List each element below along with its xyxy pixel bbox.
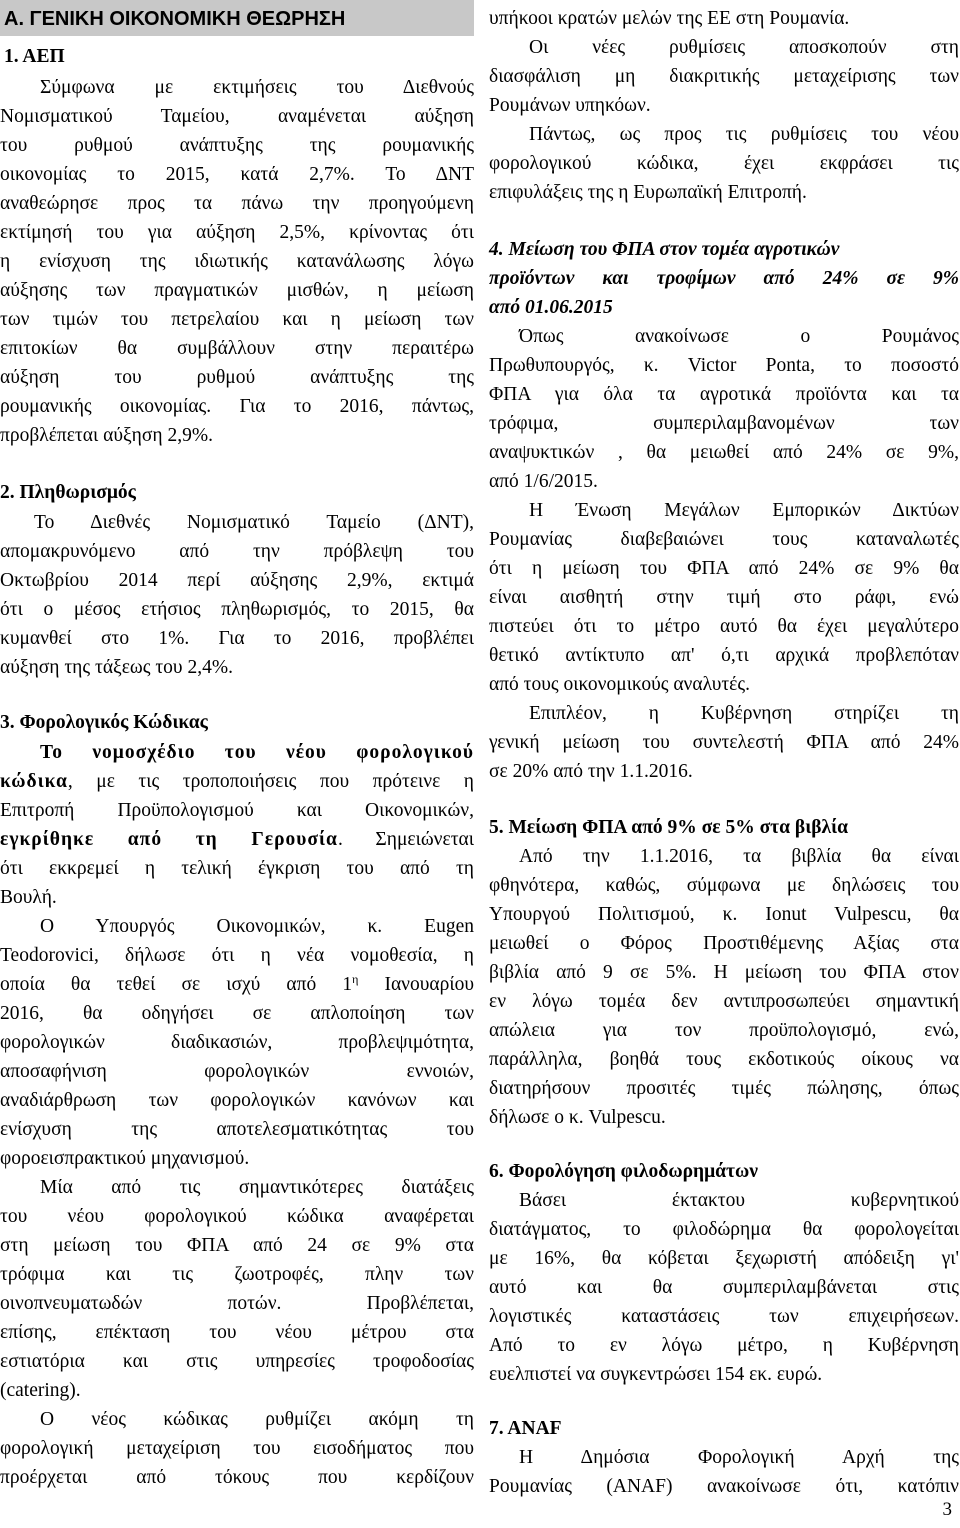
paragraph-line: αύξησης των πραγματικών μισθών, η μείωση [0, 280, 474, 301]
paragraph-line: προβλέπεται αύξηση 2,9%. [0, 425, 213, 446]
paragraph-line: Το Διεθνές Νομισματικό Ταμείο (ΔΝΤ), [34, 512, 474, 533]
paragraph-line: Βάσει έκτακτου κυβερνητικού [519, 1190, 959, 1211]
heading-vat-books: 5. Μείωση ΦΠΑ από 9% σε 5% στα βιβλία [489, 817, 849, 838]
paragraph-line: από τους οικονομικούς αναλυτές. [489, 674, 750, 695]
paragraph-line [0, 825, 474, 854]
paragraph-line: είναι αισθητή στην τιμή στο ράφι, ενώ [489, 587, 959, 608]
paragraph-line: Ο Υπουργός Οικονομικών, κ. Eugen [40, 916, 474, 937]
paragraph-line: Υπουργού Πολιτισμού, κ. Ionut Vulpescu, θα [489, 904, 959, 925]
heading-vat-agriculture: 4. Μείωση του ΦΠΑ στον τομέα αγροτικών [489, 239, 840, 260]
text: , με τις τροποποιήσεις που πρότεινε η [67, 771, 474, 792]
paragraph-line [0, 970, 474, 999]
paragraph-line: Teodorovici, δήλωσε ότι η νέα νομοθεσία, η [0, 945, 474, 966]
paragraph-line: Πρωθυπουργός, κ. Victor Ponta, το ποσοστό [489, 355, 959, 376]
paragraph-line: αύξηση της τάξεως του 2,4%. [0, 657, 233, 678]
paragraph-line: ενίσχυση της αποτελεσματικότητας του [0, 1119, 474, 1140]
heading-inflation: 2. Πληθωρισμός [0, 482, 136, 503]
paragraph-line: 2016, θα οδηγήσει σε απλοποίηση των [0, 1003, 474, 1024]
paragraph-line: φορολογικού κώδικα, έχει εκφράσει τις [489, 153, 959, 174]
page-number: 3 [942, 1499, 952, 1520]
paragraph-line: Όπως ανακοίνωσε ο Ρουμάνος [519, 326, 959, 347]
paragraph-line: ότι εκκρεμεί η τελική έγκριση του από τη [0, 858, 474, 879]
paragraph-line: απώλεια για τον προϋπολογισμό, ενώ, [489, 1020, 959, 1041]
text: . Σημειώνεται [337, 829, 474, 850]
paragraph-line: Από την 1.1.2016, τα βιβλία θα είναι [519, 846, 959, 867]
paragraph-line: αναθεώρησε προς τα πάνω την προηγούμενη [0, 193, 474, 214]
paragraph-line: παράλληλα, βοηθά τους εκδοτικούς οίκους να [489, 1049, 959, 1070]
paragraph-line: βιβλία από 9 σε 5%. Η μείωση του ΦΠΑ στον [489, 962, 959, 983]
paragraph-line: εστιατόρια και στις υπηρεσίες τροφοδοσίας [0, 1351, 474, 1372]
paragraph-line: απομακρυνόμενο από την πρόβλεψη του [0, 541, 474, 562]
heading-tips-taxation: 6. Φορολόγηση φιλοδωρημάτων [489, 1161, 759, 1182]
paragraph-line: Πάντως, ως προς τις ρυθμίσεις του νέου [529, 124, 959, 145]
paragraph-line: του νέου φορολογικού κώδικα αναφέρεται [0, 1206, 474, 1227]
paragraph-line: Ρουμανίας (ANAF) ανακοίνωσε ότι, κατόπιν [489, 1476, 959, 1497]
heading-vat-agriculture-cont: από 01.06.2015 [489, 297, 613, 318]
paragraph-line: ευελπιστεί να συγκεντρώσει 154 εκ. ευρώ. [489, 1364, 823, 1385]
text: Ιανουαρίου [358, 974, 475, 995]
paragraph-line: φορολογική μεταχείριση του εισοδήματος που [0, 1438, 474, 1459]
paragraph-line: επιτοκίων θα συμβάλλουν στην περαιτέρω [0, 338, 474, 359]
heading-gdp: 1. ΑΕΠ [4, 46, 65, 67]
section-header-title: Α. ΓΕΝΙΚΗ ΟΙΚΟΝΟΜΙΚΗ ΘΕΩΡΗΣΗ [4, 8, 346, 30]
bold-text: κώδικα [0, 771, 68, 792]
paragraph-line: ότι η μείωση του ΦΠΑ από 24% σε 9% θα [489, 558, 959, 579]
paragraph-line: των τιμών του πετρελαίου και η μείωση των [0, 309, 474, 330]
paragraph-line: Επιτροπή Προϋπολογισμού και Οικονομικών, [0, 800, 474, 821]
bold-text: εγκρίθηκε από τη Γερουσία [0, 829, 338, 850]
paragraph-line: ΦΠΑ για όλα τα αγροτικά προϊόντα και τα [489, 384, 959, 405]
paragraph-line: οικονομίας το 2015, κατά 2,7%. Το ΔΝΤ [0, 164, 474, 185]
paragraph-line: εκτίμησή του για αύξηση 2,5%, κρίνοντας ότι [0, 222, 474, 243]
paragraph-line: στη μείωση του ΦΠΑ από 24 σε 9% στα [0, 1235, 474, 1256]
paragraph-line: Βουλή. [0, 887, 57, 908]
paragraph-line: δήλωσε ο κ. Vulpescu. [489, 1107, 666, 1128]
paragraph-line: ότι ο μέσος ετήσιος πληθωρισμός, το 2015, θα [0, 599, 474, 620]
paragraph-line: προέρχεται από τόκους που κερδίζουν [0, 1467, 474, 1488]
paragraph-line: φοροεισπρακτικού μηχανισμού. [0, 1148, 250, 1169]
paragraph-line: (catering). [0, 1380, 81, 1401]
paragraph-line: Οκτωβρίου 2014 περί αύξησης 2,9%, εκτιμά [0, 570, 474, 591]
paragraph-line: Από το εν λόγω μέτρο, η Κυβέρνηση [489, 1335, 959, 1356]
paragraph-line: αναψυκτικών , θα μειωθεί από 24% σε 9%, [489, 442, 959, 463]
paragraph-line: τρόφιμα και τις ζωοτροφές, πλην των [0, 1264, 474, 1285]
paragraph-line: εν λόγω τομέα δεν αντιπροσωπεύει σημαντική [489, 991, 959, 1012]
paragraph-line: Ρουμάνων υπηκόων. [489, 95, 651, 116]
paragraph-line: Σύμφωνα με εκτιμήσεις του Διεθνούς [40, 77, 474, 98]
heading-vat-agriculture-cont: προϊόντων και τροφίμων από 24% σε 9% [489, 268, 959, 289]
paragraph-line: του ρυθμού ανάπτυξης της ρουμανικής [0, 135, 474, 156]
paragraph-line: Η Ένωση Μεγάλων Εμπορικών Δικτύων [529, 500, 959, 521]
paragraph-line: η ενίσχυση της ιδιωτικής κατανάλωσης λόγω [0, 251, 474, 272]
paragraph-line: Η Δημόσια Φορολογική Αρχή της [519, 1447, 959, 1468]
paragraph-line: διασφάλιση μη διακριτικής μεταχείρισης των [489, 66, 959, 87]
paragraph-line: πιστεύει ότι το μέτρο αυτό θα έχει μεγαλύτερο [489, 616, 959, 637]
heading-tax-code: 3. Φορολογικός Κώδικας [0, 712, 208, 733]
paragraph-line: Οι νέες ρυθμίσεις αποσκοπούν στη [529, 37, 959, 58]
paragraph-line: φορολογικών διαδικασιών, προβλεψιμότητα, [0, 1032, 474, 1053]
paragraph-line: επιφυλάξεις της η Ευρωπαϊκή Επιτροπή. [489, 182, 807, 203]
paragraph-line: οινοπνευματωδών ποτών. Προβλέπεται, [0, 1293, 474, 1314]
paragraph-line: Μία από τις σημαντικότερες διατάξεις [40, 1177, 474, 1198]
text: οποία θα τεθεί σε ισχύ από 1 [0, 974, 353, 995]
paragraph-line: υπήκοοι κρατών μελών της ΕΕ στη Ρουμανία. [489, 8, 850, 29]
paragraph-line: ρουμανικής οικονομίας. Για το 2016, πάντως, [0, 396, 474, 417]
paragraph-line: τρόφιμα, συμπεριλαμβανομένων των [489, 413, 959, 434]
paragraph-line: Νομισματικού Ταμείου, αναμένεται αύξηση [0, 106, 474, 127]
paragraph-line: Επιπλέον, η Κυβέρνηση στηρίζει τη [529, 703, 959, 724]
paragraph-line: με 16%, θα κόβεται ξεχωριστή απόδειξη γι' [489, 1248, 959, 1269]
paragraph-line: σε 20% από την 1.1.2016. [489, 761, 693, 782]
superscript: η [352, 972, 359, 986]
paragraph-line: λογιστικές καταστάσεις των επιχειρήσεων. [489, 1306, 959, 1327]
paragraph-line: Το νομοσχέδιο του νέου φορολογικού [40, 742, 474, 763]
paragraph-line: από 1/6/2015. [489, 471, 598, 492]
paragraph-line: αναδιάρθρωση των φορολογικών κανόνων και [0, 1090, 474, 1111]
paragraph-line: αποσαφήνιση φορολογικών εννοιών, [0, 1061, 474, 1082]
paragraph-line: φθηνότερα, καθώς, σύμφωνα με δηλώσεις του [489, 875, 959, 896]
paragraph-line [0, 767, 474, 796]
paragraph-line: γενική μείωση του συντελεστή ΦΠΑ από 24% [489, 732, 959, 753]
paragraph-line: αυτό και θα συμπεριλαμβάνεται στις [489, 1277, 959, 1298]
paragraph-line: Ο νέος κώδικας ρυθμίζει ακόμη τη [40, 1409, 474, 1430]
paragraph-line: Ρουμανίας διαβεβαιώνει τους καταναλωτές [489, 529, 959, 550]
paragraph-line: διατάγματος, το φιλοδώρημα θα φορολογείται [489, 1219, 959, 1240]
paragraph-line: διατηρήσουν προσιτές τιμές πώλησης, όπως [489, 1078, 959, 1099]
paragraph-line: μειωθεί ο Φόρος Προστιθέμενης Αξίας στα [489, 933, 959, 954]
paragraph-line: κυμανθεί στο 1%. Για το 2016, προβλέπει [0, 628, 474, 649]
paragraph-line: επίσης, επέκταση του νέου μέτρου στα [0, 1322, 474, 1343]
paragraph-line: θετικό αντίκτυπο απ' ό,τι αρχικά προβλεπόταν [489, 645, 959, 666]
heading-anaf: 7. ANAF [489, 1418, 562, 1439]
paragraph-line: αύξηση του ρυθμού ανάπτυξης της [0, 367, 474, 388]
